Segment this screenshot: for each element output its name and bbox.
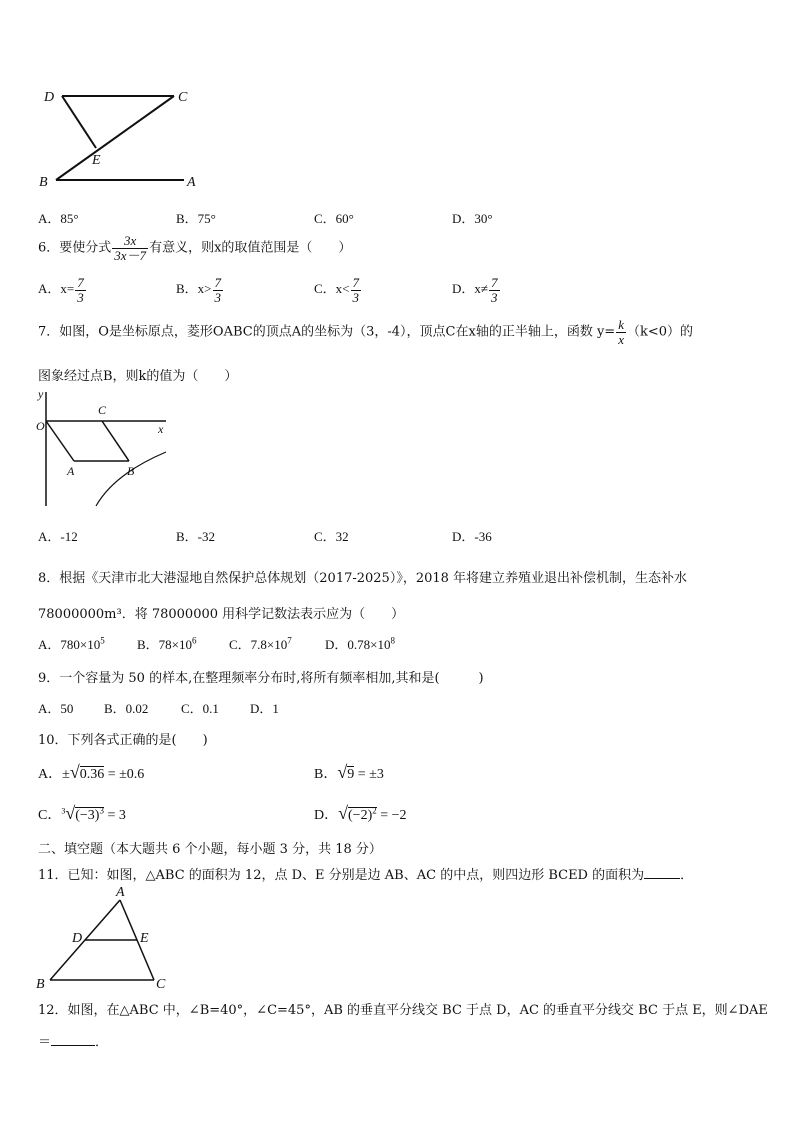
q10-option-d-rhs: = −2 [380, 808, 407, 823]
q10-option-b-prefix: B． [314, 767, 338, 782]
q7-stem-end: （k<0）的 [626, 324, 694, 340]
q6-option-c-prefix: C．x< [314, 281, 350, 297]
q11-answer-blank[interactable] [644, 878, 680, 879]
q10-option-c-index: 3 [61, 806, 66, 816]
q10-option-c-rhs: = 3 [107, 808, 126, 823]
q5-label-d: D [44, 90, 55, 105]
q10-option-c-prefix: C． [38, 808, 62, 823]
q10-option-a-prefix: A． [38, 767, 63, 782]
q11-label-b: B [36, 977, 45, 992]
q10-stem: 10．下列各式正确的是( ) [38, 733, 208, 748]
q11-figure [34, 884, 174, 992]
q11-label-d: D [72, 931, 83, 946]
q8-stem-line1: 8．根据《天津市北大港湿地自然保护总体规划（2017-2025）》，2018 年将建立养殖业退出补偿机制，生态补水 [38, 571, 688, 586]
q8-option-a [38, 634, 105, 653]
q5-option-c: C．60° [314, 211, 354, 226]
q5-option-a: A．85° [38, 211, 79, 226]
q11-stem-text: 11．已知：如图，△ABC 的面积为 12，点 D、E 分别是边 AB、AC 的中点，则四边形 BCED 的面积为 [38, 868, 645, 883]
section-2-title: 二、填空题（本大题共 6 个小题，每小题 3 分，共 18 分） [38, 842, 382, 857]
q11-stem-tail: ． [680, 868, 694, 883]
q5-label-a: A [187, 175, 196, 190]
q10-option-c [38, 803, 126, 824]
q7-frac-denominator: x [618, 331, 624, 347]
q8-option-b-base: B．78×10 [137, 637, 193, 652]
q5-option-b: B．75° [176, 211, 216, 226]
q7-label-c: C [98, 403, 107, 417]
q8-option-c-exp: 7 [287, 635, 292, 646]
q7-option-b: B．-32 [176, 529, 216, 544]
q7-stem-line1 [38, 318, 693, 346]
q10-option-d [314, 803, 407, 824]
q7-label-a: A [67, 464, 75, 478]
q6-option-d-num: 7 [491, 275, 498, 290]
q10-option-a-radical-sign: √ [69, 762, 80, 782]
q10-option-d-radicand: (−2) [348, 808, 373, 823]
q6-option-a [38, 276, 87, 304]
q10-option-d-radical-sign: √ [338, 803, 349, 823]
q8-option-c-base: C．7.8×10 [229, 637, 288, 652]
q6-option-b [176, 276, 224, 304]
q12-stem-prefix: ＝ [38, 1035, 52, 1050]
q7-label-y: y [38, 388, 44, 401]
q8-option-a-exp: 5 [100, 635, 105, 646]
q7-stem-line2: 图象经过点B，则k的值为（ ） [38, 369, 238, 384]
q9-stem: 9．一个容量为 50 的样本,在整理频率分布时,将所有频率相加,其和是( ) [38, 671, 484, 686]
q10-option-b-rhs: = ±3 [357, 767, 384, 782]
q10-option-a-rhs: = ±0.6 [107, 767, 145, 782]
q7-label-b: B [127, 464, 135, 478]
q10-option-a-pm: ± [62, 767, 70, 782]
q10-option-b-radicand: 9 [347, 767, 355, 782]
q6-option-c [314, 276, 362, 304]
q12-stem-suffix: ． [95, 1035, 109, 1050]
q6-option-b-prefix: B．x> [176, 281, 212, 297]
q5-label-e: E [92, 153, 101, 168]
q8-option-b-exp: 6 [192, 635, 197, 646]
q8-option-a-base: A．780×10 [38, 637, 101, 652]
q6-option-a-num: 7 [77, 275, 84, 290]
q12-stem-line2 [38, 1031, 108, 1050]
q10-option-c-exp: 3 [99, 805, 104, 816]
q6-frac-numerator: 3x [112, 234, 148, 249]
q6-stem [38, 234, 351, 262]
q6-option-d [452, 276, 501, 304]
q7-option-a: A．-12 [38, 529, 78, 544]
q8-option-d-base: D．0.78×10 [325, 637, 391, 652]
q9-option-c: C．0.1 [181, 701, 219, 716]
q6-option-d-den: 3 [491, 289, 498, 305]
q10-option-d-exp: 2 [372, 805, 377, 816]
q11-label-a: A [116, 885, 125, 900]
q11-label-c: C [156, 977, 166, 992]
q7-option-d: D．-36 [452, 529, 492, 544]
q11-label-e: E [140, 931, 149, 946]
q12-stem-line1: 12．如图，在△ABC 中，∠B=40°，∠C=45°，AB 的垂直平分线交 BC 于点 D，AC 的垂直平分线交 BC 于点 E，则∠DAE [38, 1003, 768, 1018]
q6-option-b-den: 3 [214, 289, 222, 305]
q11-stem [38, 864, 693, 883]
q7-label-x: x [158, 422, 164, 436]
q8-option-c [229, 634, 292, 653]
q8-stem-line2: 78000000m³．将 78000000 用科学记数法表示应为（ ） [38, 607, 405, 622]
q7-stem-start: 7．如图，O是坐标原点，菱形OABC的顶点A的坐标为（3，-4），顶点C在x轴的正半轴上，函数 y= [38, 324, 616, 340]
q6-stem-end: 有意义，则x的取值范围是（ ） [149, 240, 352, 256]
q6-option-b-num: 7 [214, 275, 222, 290]
q7-label-o: O [36, 419, 45, 433]
q5-figure [34, 84, 214, 192]
q12-answer-blank[interactable] [51, 1045, 95, 1046]
q10-option-a-radicand: 0.36 [79, 767, 105, 782]
q8-option-d [325, 634, 395, 653]
q8-option-b [137, 634, 197, 653]
q6-option-c-den: 3 [352, 289, 360, 305]
q6-option-c-num: 7 [352, 275, 360, 290]
q6-fraction [112, 234, 148, 262]
q6-option-a-prefix: A．x= [38, 281, 75, 297]
q10-option-a [38, 762, 144, 783]
q7-frac-numerator: k [618, 317, 624, 332]
q6-frac-denominator: 3x－7 [114, 247, 147, 263]
q9-option-b: B．0.02 [104, 701, 149, 716]
q10-option-c-radical-sign: √ [65, 803, 76, 823]
q9-option-d: D．1 [250, 701, 279, 716]
q10-option-c-radicand: (−3) [75, 808, 100, 823]
q6-stem-start: 6．要使分式 [38, 240, 112, 256]
q7-option-c: C．32 [314, 529, 349, 544]
q6-option-d-prefix: D．x≠ [452, 281, 489, 297]
q10-option-b-radical-sign: √ [337, 762, 348, 782]
q10-option-d-prefix: D． [314, 808, 339, 823]
q7-fraction [616, 318, 626, 346]
q5-label-b: B [39, 175, 48, 190]
q5-label-c: C [178, 90, 188, 105]
q6-option-a-den: 3 [77, 289, 84, 305]
q8-option-d-exp: 8 [390, 635, 395, 646]
q9-option-a: A．50 [38, 701, 74, 716]
q10-option-b [314, 762, 384, 783]
q7-figure [34, 388, 174, 510]
q5-option-d: D．30° [452, 211, 493, 226]
